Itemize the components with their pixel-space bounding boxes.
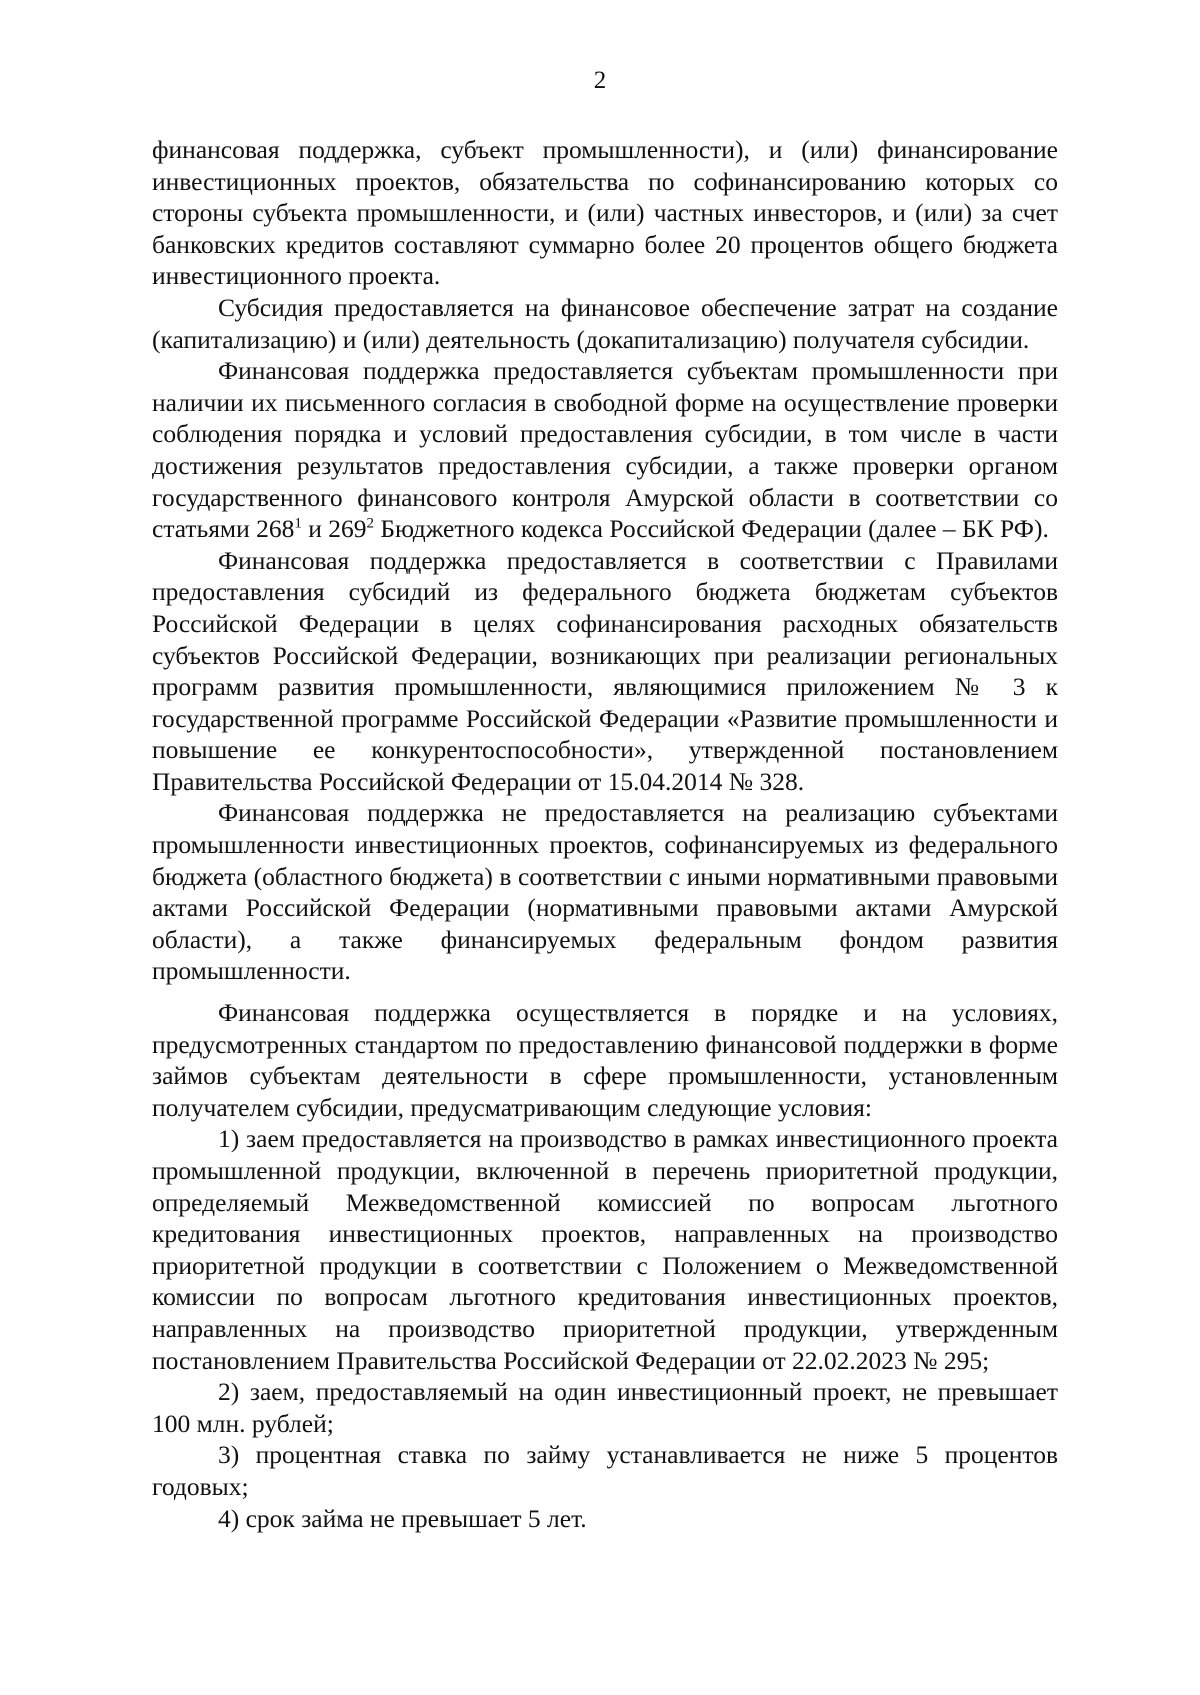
list-item-1: 1) заем предоставляется на производство в рамках инвестиционного проекта промышленной продукции, включенной в перечень приоритетной продукции, определяемый Межведомственной комиссией по вопросам льготного кредитования инвестиционных проектов, направленных на производство приоритетной продукции в соответствии с Положением о Межведомственной комиссии по вопросам льготного кредитования инвестиционных проектов, направленных на производство приоритетной продукции, утвержденным постановлением Правительства Российской Федерации от 22.02.2023 № 295; <box>152 1124 1058 1375</box>
paragraph-federal-rules: Финансовая поддержка предоставляется в соответствии с Правилами предоставления субсидий из федерального бюджета бюджетам субъектов Российской Федерации в целях софинансирования расходных обязательств субъектов Российской Федерации, возникающих при реализации региональных программ развития промышленности, являющимися приложением № 3 к государственной программе Российской Федерации «Развитие промышленности и повышение ее конкурентоспособности», утвержденной постановлением Правительства Российской Федерации от 15.04.2014 № 328. <box>152 545 1058 796</box>
paragraph-loan-standard: Финансовая поддержка осуществляется в порядке и на условиях, предусмотренных стандартом по предоставлению финансовой поддержки в форме займов субъектам деятельности в сфере промышленности, установленным получателем субсидии, предусматривающим следующие условия: <box>152 998 1058 1122</box>
paragraph-consent-verification <box>152 355 1058 545</box>
list-item-4: 4) срок займа не превышает 5 лет. <box>218 1503 587 1533</box>
page-number: 2 <box>593 67 607 94</box>
consent-text-start: Финансовая поддержка предоставляется субъектам промышленности при наличии их письменного согласия в свободной форме на осуществление проверки соблюдения порядка и условий предоставления субсидии, в том числе в части достижения результатов предоставления субсидии, а также проверки органом государственного финансового контроля Амурской области в соответствии со статьями 268 <box>152 356 1058 544</box>
consent-text-middle: и 269 <box>301 514 367 544</box>
consent-text-end: Бюджетного кодекса Российской Федерации (далее – БК РФ). <box>374 514 1049 544</box>
paragraph-continuation: финансовая поддержка, субъект промышленности), и (или) финансирование инвестиционных проектов, обязательства по софинансированию которых со стороны субъекта промышленности, и (или) частных инвесторов, и (или) за счет банковских кредитов составляют суммарно более 20 процентов общего бюджета инвестиционного проекта. <box>152 135 1058 291</box>
document-body <box>152 134 1058 1534</box>
article-269-superscript: 2 <box>366 515 374 532</box>
list-item-2: 2) заем, предоставляемый на один инвестиционный проект, не превышает 100 млн. рублей; <box>152 1377 1058 1438</box>
list-item-3: 3) процентная ставка по займу устанавливается не ниже 5 процентов годовых; <box>152 1440 1058 1501</box>
paragraph-not-provided: Финансовая поддержка не предоставляется на реализацию субъектами промышленности инвестиционных проектов, софинансируемых из федерального бюджета (областного бюджета) в соответствии с иными нормативными правовыми актами Российской Федерации (нормативными правовыми актами Амурской области), а также финансируемых федеральным фондом развития промышленности. <box>152 798 1058 986</box>
paragraph-subsidy-purpose: Субсидия предоставляется на финансовое обеспечение затрат на создание (капитализацию) и (или) деятельность (докапитализацию) получателя субсидии. <box>152 292 1058 354</box>
article-268-superscript: 1 <box>294 515 302 532</box>
